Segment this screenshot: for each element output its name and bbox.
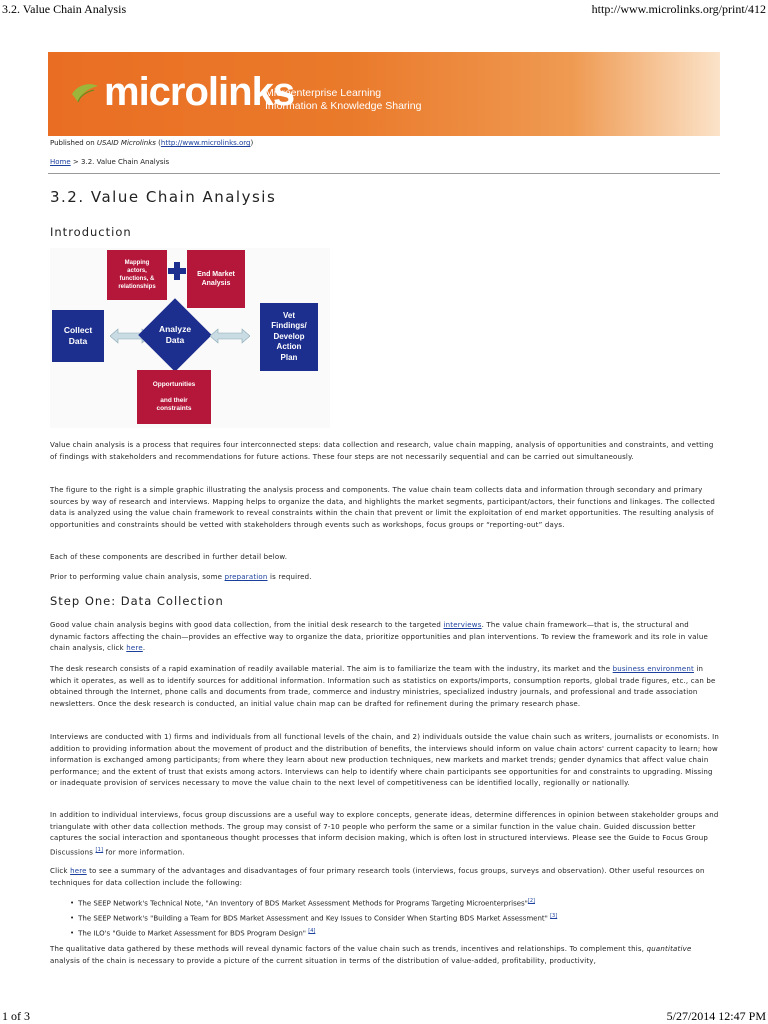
p10-text-b: analysis of the chain is necessary to provide a picture of the current situation in terms of the distribution of value-added, profitability, productivity, <box>50 956 597 965</box>
header-divider <box>48 173 720 174</box>
print-header-title: 3.2. Value Chain Analysis <box>2 2 127 16</box>
step-one-paragraph-6 <box>50 944 720 967</box>
breadcrumb-separator: > <box>72 158 79 166</box>
diagram-analyze-label: Analyze Data <box>158 324 192 345</box>
footnote-1-link[interactable]: [1] <box>95 846 104 853</box>
p10-emphasis: quantitative <box>646 945 692 953</box>
intro-paragraph-4 <box>50 572 720 584</box>
list-item <box>70 910 557 925</box>
diagram-collect-box: Collect Data <box>52 310 104 362</box>
p4-text-a: Prior to performing value chain analysis, some <box>50 573 225 581</box>
intro-paragraph-2: The figure to the right is a simple graphic illustrating the analysis process and components. The value chain team collects data and information through secondary and primary sources by way of research and interviews. Mapping helps to organize the data, and highlights the market segments, participant/actors, their functions and linkages. The collected data is analyzed using the value chain framework to reveal constraints within the chain that prevent or limit the exploitation of end market opportunities. The resulting analysis of opportunities and constraints should be vetted with stakeholders through events such as workshops, focus groups or “reporting-out” days. <box>50 486 715 529</box>
p10-text-a: The qualitative data gathered by these methods will reveal dynamic factors of the value chain such as trends, incentives and relationships. To complement this, <box>50 945 647 953</box>
intro-paragraph-1: Value chain analysis is a process that requires four interconnected steps: data collection and research, value chain mapping, analysis of opportunities and constraints, and vetting of findings with stakeholders and recommendations for future actions. These four steps are not necessarily sequential and can be carried out simultaneously. <box>50 441 714 461</box>
p6-text-a: The desk research consists of a rapid examination of readily available material. The aim is to familiarize the team with the industry, its market and the <box>50 665 613 673</box>
p4-text-b: is required. <box>267 573 312 581</box>
footnote-4-link[interactable]: [4] <box>308 927 316 934</box>
breadcrumb-home-link[interactable]: Home <box>50 158 71 166</box>
p8-text-a: In addition to individual interviews, focus group discussions are a useful way to explore concepts, generate ideas, determine differences in opinion between stakeholder groups and triangulate with other data collection methods. The group may consist of 7-10 people who perform the same or a similar function in the value chain. Guided discussion better captures the social interaction and spontaneous thought processes that inform decision making, which is often lost in structured interviews. Please see the Guide to Focus Group Discussions <box>50 811 719 856</box>
banner-tagline-line1: Microenterprise Learning <box>265 87 382 99</box>
breadcrumb <box>50 158 169 166</box>
list-item <box>70 895 557 910</box>
value-chain-process-diagram <box>50 248 330 428</box>
p9-text-a: Click <box>50 867 71 875</box>
site-name: USAID Microlinks <box>96 139 156 147</box>
leaf-logo-icon <box>68 80 108 108</box>
print-footer-datetime: 5/27/2014 12:47 PM <box>666 1009 766 1023</box>
p8-text-b: for more information. <box>103 847 185 856</box>
diagram-double-arrow-right-icon <box>210 328 250 344</box>
published-line: Published on USAID Microlinks (http://www.microlinks.org) <box>50 139 254 147</box>
p5-text-c: . <box>142 644 146 652</box>
footnote-2-link[interactable]: [2] <box>527 898 535 904</box>
resource-3-text: The ILO's "Guide to Market Assessment for BDS Program Design" <box>78 928 309 937</box>
p5-text-b: . The value chain framework—that is, the structural and dynamic factors affecting the chain—provides an effective way to organize the data, prioritize opportunities and plan interventions. To review the framework and its role in value chain analysis, click <box>50 621 708 652</box>
intro-paragraph-3: Each of these components are described in further detail below. <box>50 553 288 561</box>
p5-text-a: Good value chain analysis begins with good data collection, from the initial desk research to the targeted <box>50 621 444 629</box>
print-header-url: http://www.microlinks.org/print/412 <box>591 2 766 16</box>
resources-list <box>70 895 557 939</box>
diagram-opportunities-box: Opportunities and their constraints <box>137 370 211 424</box>
resource-1-text: The SEEP Network's Technical Note, "An Inventory of BDS Market Assessment Methods for Programs Targeting Microenterprises" <box>78 899 528 908</box>
business-environment-link[interactable]: business environment <box>612 665 694 673</box>
list-item <box>70 925 557 940</box>
step-one-paragraph-5 <box>50 866 720 889</box>
diagram-plus-icon <box>168 262 186 280</box>
section-heading-introduction: Introduction <box>50 225 132 239</box>
interviews-link[interactable]: interviews <box>443 621 482 629</box>
section-heading-step-one: Step One: Data Collection <box>50 594 224 608</box>
microlinks-banner <box>48 52 720 136</box>
banner-tagline-line2: Information & Knowledge Sharing <box>265 100 422 112</box>
step-one-paragraph-1 <box>50 620 720 655</box>
step-one-paragraph-3: Interviews are conducted with 1) firms and individuals from all functional levels of the chain, and 2) individuals outside the value chain such as writers, journalists or economists. In addition to providing information about the movement of product and the distribution of benefits, the interviews should inform on value chain actors' current capacity to learn; how information is exchanged among participants; from where they learn about new production techniques, new markets and market trends; gender dynamics that affect value chain performance; and the extent of trust that exists among actors. Interviews can help to identify where chain participants see opportunities for and constraints to upgrading. Missing or inadequate provision of services necessary to move the value chain to the next level of competitiveness can be identified locally, regionally or nationally. <box>50 733 719 787</box>
p9-text-b: to see a summary of the advantages and disadvantages of four primary research tools (interviews, focus groups, surveys and observation). Other useful resources on techniques for data collection include the following: <box>50 867 705 887</box>
published-prefix: Published on <box>50 139 95 147</box>
diagram-vet-box: Vet Findings/ Develop Action Plan <box>260 303 318 371</box>
page-title: 3.2. Value Chain Analysis <box>50 188 277 206</box>
research-tools-here-link[interactable]: here <box>70 867 87 875</box>
resource-2-text: The SEEP Network's "Building a Team for BDS Market Assessment and Key Issues to Consider When Starting BDS Market Assessment" <box>78 914 551 923</box>
p6-text-b: in which it operates, as well as to identify sources for additional information. Information such as statistics on exports/imports, consumption reports, global trade figures, etc., can be obtained through the Internet, phone calls and documents from trade, commerce and industry ministries, specialized industry journals, and professional and trade association newsletters. Once the desk research is conducted, an initial value chain map can be drafted for refinement during the primary research phase. <box>50 665 716 708</box>
print-footer-page: 1 of 3 <box>2 1009 30 1023</box>
framework-here-link[interactable]: here <box>126 644 143 652</box>
breadcrumb-current: 3.2. Value Chain Analysis <box>81 158 170 166</box>
footnote-3-link[interactable]: [3] <box>550 912 558 919</box>
site-url-link[interactable]: http://www.microlinks.org <box>160 139 251 147</box>
microlinks-logo-text: microlinks <box>104 70 295 114</box>
step-one-paragraph-2 <box>50 664 720 710</box>
preparation-link[interactable]: preparation <box>224 573 268 581</box>
diagram-end-market-box: End Market Analysis <box>187 250 245 308</box>
step-one-paragraph-4 <box>50 810 720 858</box>
diagram-mapping-box: Mapping actors, functions, & relationships <box>107 250 167 300</box>
